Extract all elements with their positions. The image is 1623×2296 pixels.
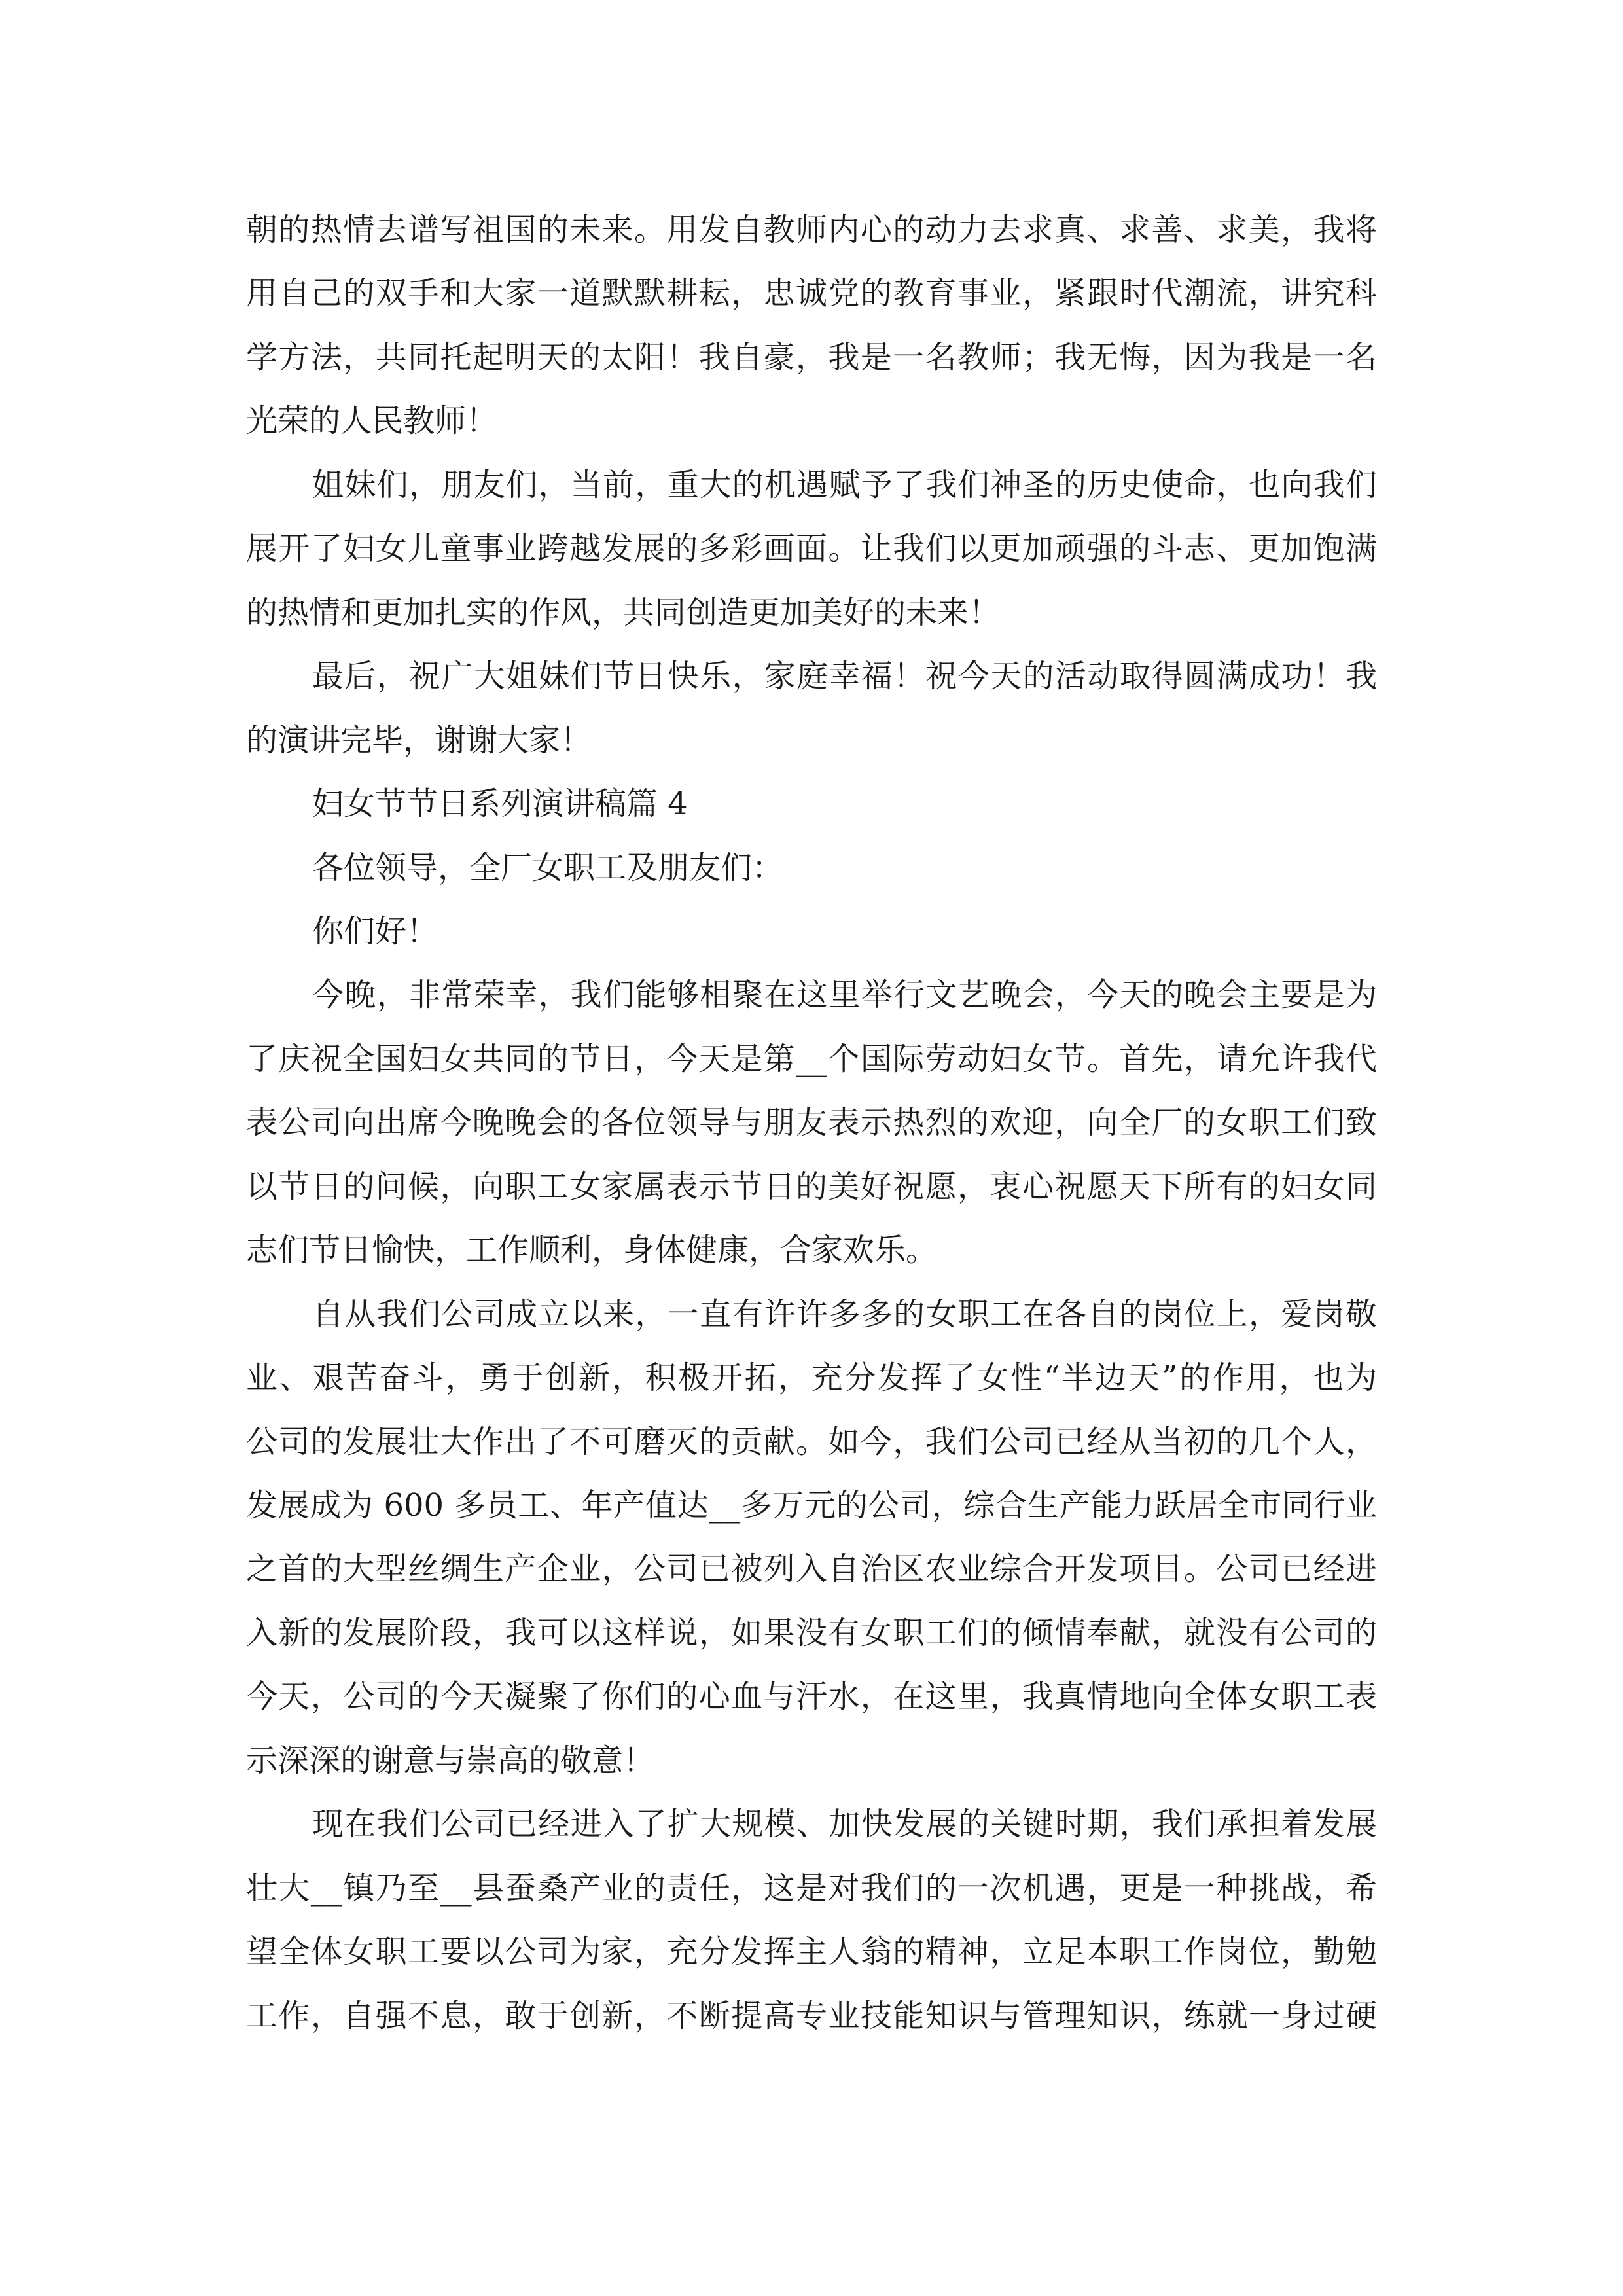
text-line: 的热情和更加扎实的作风，共同创造更加美好的未来！	[246, 594, 1001, 631]
text-line: 学方法，共同托起明天的太阳！我自豪，我是一名教师；我无悔，因为我是一名	[246, 338, 1377, 376]
text-line: 自从我们公司成立以来，一直有许许多多的女职工在各自的岗位上，爱岗敬	[312, 1295, 1377, 1333]
text-line: 望全体女职工要以公司为家，充分发挥主人翁的精神，立足本职工作岗位，勤勉	[246, 1933, 1377, 1971]
text-line: 以节日的问候，向职工女家属表示节日的美好祝愿，衷心祝愿天下所有的妇女同	[246, 1168, 1377, 1205]
text-line: 的演讲完毕，谢谢大家！	[246, 721, 592, 759]
text-line: 姐妹们，朋友们，当前，重大的机遇赋予了我们神圣的历史使命，也向我们	[312, 466, 1377, 503]
text-line: 壮大__镇乃至__县蚕桑产业的责任，这是对我们的一次机遇，更是一种挑战，希	[246, 1869, 1377, 1907]
text-line: 发展成为 600 多员工、年产值达__多万元的公司，综合生产能力跃居全市同行业	[246, 1487, 1377, 1524]
text-line: 最后，祝广大姐妹们节日快乐，家庭幸福！祝今天的活动取得圆满成功！我	[312, 658, 1377, 695]
text-line: 朝的热情去谱写祖国的未来。用发自教师内心的动力去求真、求善、求美，我将	[246, 211, 1377, 248]
text-line: 了庆祝全国妇女共同的节日，今天是第__个国际劳动妇女节。首先，请允许我代	[246, 1040, 1377, 1077]
text-line: 现在我们公司已经进入了扩大规模、加快发展的关键时期，我们承担着发展	[312, 1806, 1377, 1843]
text-line: 各位领导，全厂女职工及朋友们：	[312, 849, 784, 886]
text-line: 工作，自强不息，敢于创新，不断提高专业技能知识与管理知识，练就一身过硬	[246, 1997, 1377, 2034]
text-line: 志们节日愉快，工作顺利，身体健康，合家欢乐。	[246, 1232, 938, 1269]
text-line: 之首的大型丝绸生产企业，公司已被列入自治区农业综合开发项目。公司已经进	[246, 1551, 1377, 1588]
text-line: 入新的发展阶段，我可以这样说，如果没有女职工们的倾情奉献，就没有公司的	[246, 1614, 1377, 1651]
text-line: 示深深的谢意与崇高的敬意！	[246, 1742, 655, 1779]
text-line: 妇女节节日系列演讲稿篇 4	[312, 785, 688, 823]
text-line: 你们好！	[312, 912, 438, 950]
text-line: 展开了妇女儿童事业跨越发展的多彩画面。让我们以更加顽强的斗志、更加饱满	[246, 530, 1377, 567]
text-line: 今晚，非常荣幸，我们能够相聚在这里举行文艺晚会，今天的晚会主要是为	[312, 977, 1377, 1014]
text-line: 表公司向出席今晚晚会的各位领导与朋友表示热烈的欢迎，向全厂的女职工们致	[246, 1104, 1377, 1141]
text-line: 用自己的双手和大家一道默默耕耘，忠诚党的教育事业，紧跟时代潮流，讲究科	[246, 275, 1377, 312]
text-line: 业、艰苦奋斗，勇于创新，积极开拓，充分发挥了女性“半边天”的作用，也为	[246, 1359, 1377, 1397]
text-line: 公司的发展壮大作出了不可磨灭的贡献。如今，我们公司已经从当初的几个人，	[246, 1423, 1377, 1460]
text-line: 今天，公司的今天凝聚了你们的心血与汗水，在这里，我真情地向全体女职工表	[246, 1678, 1377, 1715]
text-line: 光荣的人民教师！	[246, 403, 498, 440]
